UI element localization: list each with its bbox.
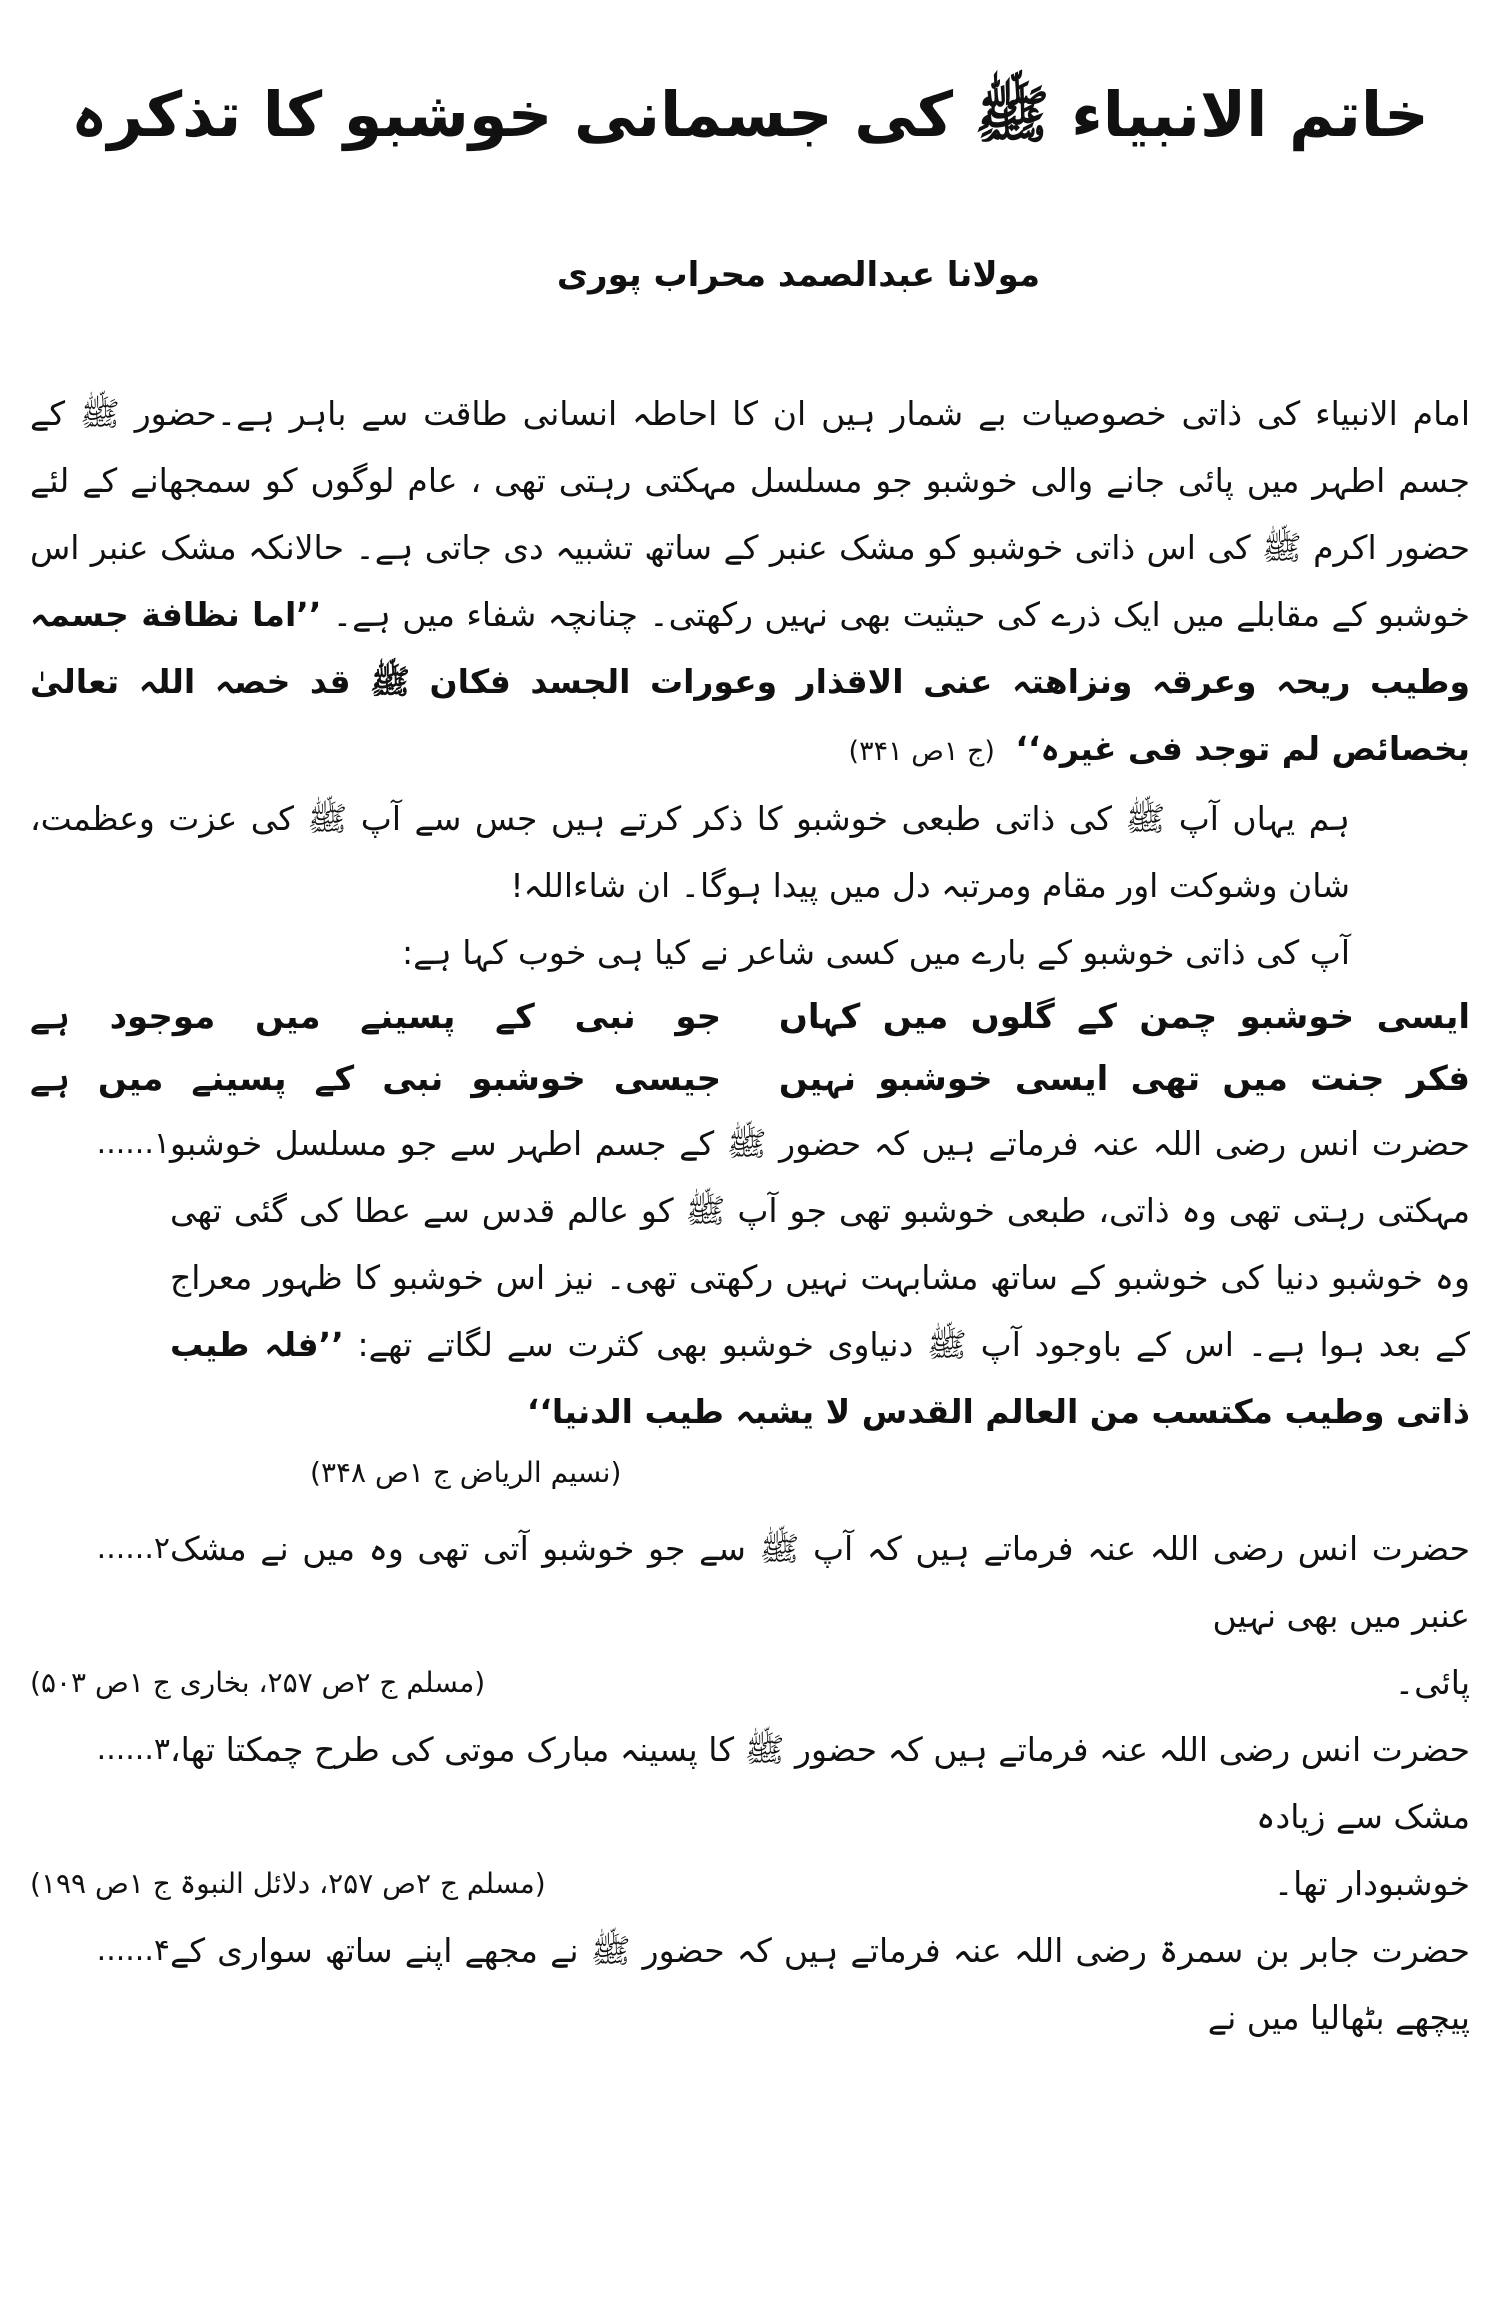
list-item-4-number: ۴...... — [96, 1933, 170, 1968]
item-1-arabic-quote: ’’فلہ طیب ذاتی وطیب مکتسب من العالم القدس لا یشبہ طیب الدنیا‘‘ — [170, 1325, 1470, 1431]
list-item-4-text: حضرت جابر بن سمرۃ رضی اللہ عنہ فرماتے ہیں کہ حضور ﷺ نے مجھے اپنے ساتھ سواری کے پیچھے بٹھالیا میں نے — [170, 1931, 1470, 2037]
list-item-4 — [30, 1917, 1470, 2051]
list-item-3 — [30, 1716, 1470, 1850]
shifa-quote: ’’اما نظافة جسمہ وطیب ریحہ وعرقہ ونزاھتہ عنی الاقذار وعورات الجسد فکان ﷺ قد خصہ اللہ تعالیٰ بخصائص لم توجد فی غیرہ‘‘ — [30, 595, 1470, 768]
article-title: خاتم الانبیاء ﷺ کی جسمانی خوشبو کا تذکرہ — [71, 78, 1429, 151]
shifa-reference: (ج ۱ص ۳۴۱) — [848, 736, 995, 767]
list-item-3-text: حضرت انس رضی اللہ عنہ فرماتے ہیں کہ حضور ﷺ کا پسینہ مبارک موتی کی طرح چمکتا تھا، مشک سے زیادہ — [170, 1730, 1470, 1836]
author-name: مولانا عبدالصمد محراب پوری — [556, 255, 1040, 295]
intro-text: امام الانبیاء کی ذاتی خصوصیات بے شمار ہیں ان کا احاطہ انسانی طاقت سے باہر ہے۔حضور ﷺ کے جسم اطہر میں پائی جانے والی خوشبو جو مسلسل مہکتی رہتی تھی ، عام لوگوں کو سمجھانے کے لئے حضور اکرم ﷺ کی اس ذاتی خوشبو کو مشک عنبر کے ساتھ تشبیہ دی جاتی ہے۔ حالانکہ مشک عنبر اس خوشبو کے مقابلے میں ایک ذرے کی حیثیت بھی نہیں رکھتی۔ چنانچہ شفاء میں ہے۔ — [30, 394, 1470, 634]
list-item-2-text: حضرت انس رضی اللہ عنہ فرماتے ہیں کہ آپ ﷺ سے جو خوشبو آتی تھی وہ میں نے مشک عنبر میں بھی نہیں — [170, 1529, 1470, 1635]
item-2-tail — [30, 1649, 1470, 1716]
item-2-reference: (مسلم ج ۲ص ۲۵۷، بخاری ج ۱ص ۵۰۳) — [30, 1666, 486, 1699]
item-1-body: حضرت انس رضی اللہ عنہ فرماتے ہیں کہ حضور ﷺ کے جسم اطہر سے جو مسلسل خوشبو مہکتی رہتی تھی وہ ذاتی، طبعی خوشبو تھی جو آپ ﷺ کو عالم قدس سے عطا کی گئی تھی وہ خوشبو دنیا کی خوشبو کے ساتھ مشابہت نہیں رکھتی تھی۔ نیز اس خوشبو کا ظہور معراج کے بعد ہوا ہے۔ اس کے باوجود آپ ﷺ دنیاوی خوشبو بھی کثرت سے لگاتے تھے: — [170, 1124, 1471, 1364]
list-item-3-number: ۳...... — [96, 1732, 170, 1767]
verse-1-first-half: ایسی خوشبو چمن کے گلوں میں کہاں — [778, 997, 1470, 1037]
item-2-tail-text: پائی۔ — [1394, 1663, 1470, 1702]
verse-1-second-half: جو نبی کے پسینے میں موجود ہے — [30, 997, 722, 1037]
item-1-reference: (نسیم الریاض ج ۱ص ۳۴۸) — [310, 1456, 622, 1489]
list-item-2 — [30, 1515, 1470, 1649]
verse-line-2 — [30, 1048, 1470, 1110]
list-item-1 — [30, 1110, 1470, 1445]
paragraph-two: ہم یہاں آپ ﷺ کی ذاتی طبعی خوشبو کا ذکر کرتے ہیں جس سے آپ ﷺ کی عزت وعظمت، شان وشوکت اور مقام ومرتبہ دل میں پیدا ہوگا۔ ان شاءاللہ! — [30, 799, 1350, 905]
article-body — [30, 380, 1470, 2051]
list-item-1-text — [170, 1110, 1470, 1445]
verse-line-1 — [30, 986, 1470, 1048]
verse-2-second-half: جیسی خوشبو نبی کے پسینے میں ہے — [30, 1059, 722, 1099]
item-3-tail-text: خوشبودار تھا۔ — [1273, 1864, 1470, 1903]
intro-paragraph — [30, 380, 1470, 785]
list-item-2-number: ۲...... — [96, 1531, 170, 1566]
item-3-tail — [30, 1850, 1470, 1917]
verse-2-first-half: فکر جنت میں تھی ایسی خوشبو نہیں — [778, 1059, 1470, 1099]
paragraph-three: آپ کی ذاتی خوشبو کے بارے میں کسی شاعر نے کیا ہی خوب کہا ہے: — [401, 933, 1350, 972]
item-3-reference: (مسلم ج ۲ص ۲۵۷، دلائل النبوۃ ج ۱ص ۱۹۹) — [30, 1867, 546, 1900]
list-item-1-number: ۱...... — [96, 1126, 170, 1161]
